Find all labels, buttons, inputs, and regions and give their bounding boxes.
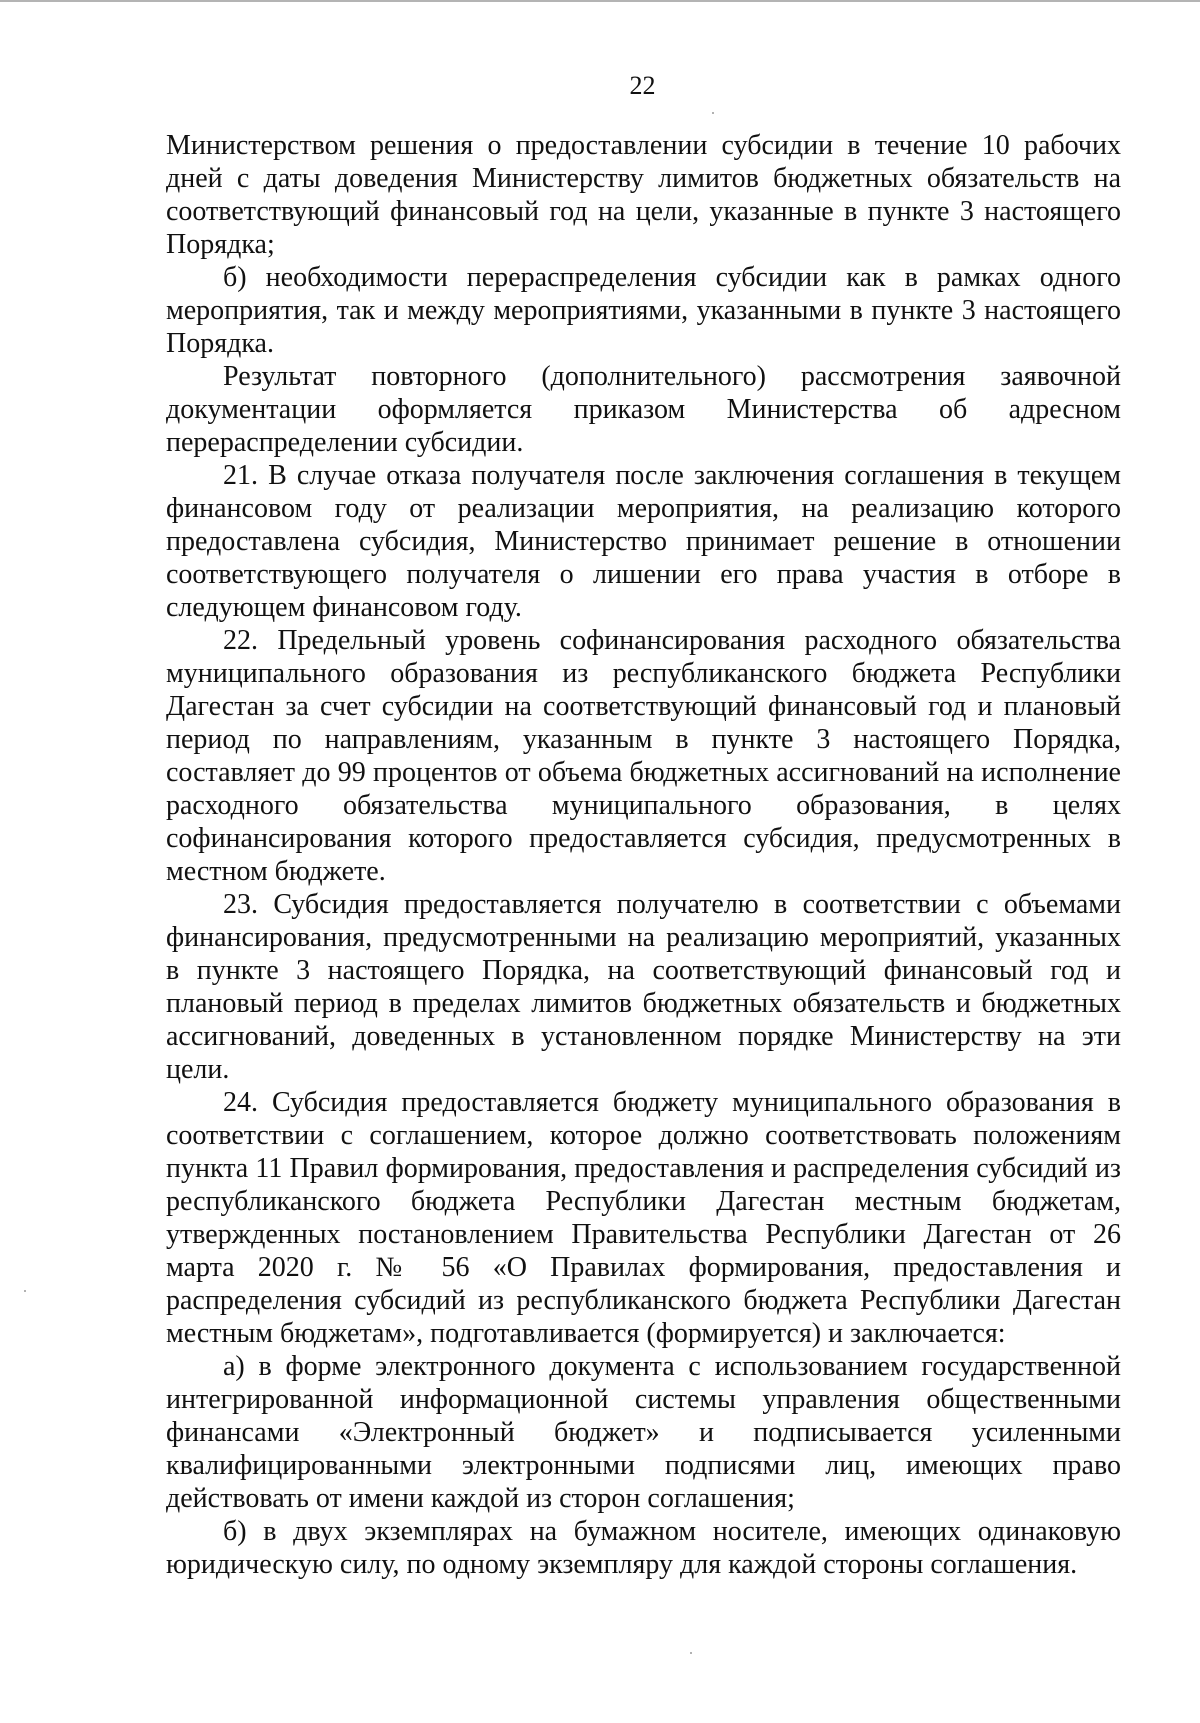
paragraph-item-b: б) необходимости перераспределения субсидии как в рамках одного мероприятия, так и между мероприятиями, указанными в пункте 3 настоящего Порядка.	[166, 262, 1121, 359]
paragraph-22: 22. Предельный уровень софинансирования расходного обязательства муниципального образования из республиканского бюджета Республики Дагестан за счет субсидии на соответствующий финансовый год и плановый период по направлениям, указанным в пункте 3 настоящего Порядка, составляет до 99 процентов от объема бюджетных ассигнований на исполнение расходного обязательства муниципального образования, в целях софинансирования которого предоставляется субсидия, предусмотренных в местном бюджете.	[166, 625, 1121, 887]
scan-speck	[690, 1652, 692, 1654]
paragraph-result: Результат повторного (дополнительного) рассмотрения заявочной документации оформляется приказом Министерства об адресном перераспределении субсидии.	[166, 361, 1121, 458]
paragraph-24-a: а) в форме электронного документа с использованием государственной интегрированной информационной системы управления общественными финансами «Электронный бюджет» и подписывается усиленными квалифицированными электронными подписями лиц, имеющих право действовать от имени каждой из сторон соглашения;	[166, 1351, 1121, 1514]
paragraph-21: 21. В случае отказа получателя после заключения соглашения в текущем финансовом году от реализации мероприятия, на реализацию которого предоставлена субсидия, Министерство принимает решение в отношении соответствующего получателя о лишении его права участия в отборе в следующем финансовом году.	[166, 460, 1121, 623]
document-body	[166, 129, 1121, 1581]
page-number: 22	[629, 71, 656, 100]
paragraph-continuation: Министерством решения о предоставлении субсидии в течение 10 рабочих дней с даты доведения Министерству лимитов бюджетных обязательств на соответствующий финансовый год на цели, указанные в пункте 3 настоящего Порядка;	[166, 130, 1121, 260]
scan-speck	[712, 112, 714, 114]
paragraph-24: 24. Субсидия предоставляется бюджету муниципального образования в соответствии с соглашением, которое должно соответствовать положениям пункта 11 Правил формирования, предоставления и распределения субсидий из республиканского бюджета Республики Дагестан местным бюджетам, утвержденных постановлением Правительства Республики Дагестан от 26 марта 2020 г. № 56 «О Правилах формирования, предоставления и распределения субсидий из республиканского бюджета Республики Дагестан местным бюджетам», подготавливается (формируется) и заключается:	[166, 1087, 1121, 1349]
scan-top-edge	[0, 0, 1200, 2]
scan-speck	[24, 1290, 26, 1292]
paragraph-24-b: б) в двух экземплярах на бумажном носителе, имеющих одинаковую юридическую силу, по одному экземпляру для каждой стороны соглашения.	[166, 1516, 1121, 1580]
paragraph-23: 23. Субсидия предоставляется получателю в соответствии с объемами финансирования, предусмотренными на реализацию мероприятий, указанных в пункте 3 настоящего Порядка, на соответствующий финансовый год и плановый период в пределах лимитов бюджетных обязательств и бюджетных ассигнований, доведенных в установленном порядке Министерству на эти цели.	[166, 889, 1121, 1085]
